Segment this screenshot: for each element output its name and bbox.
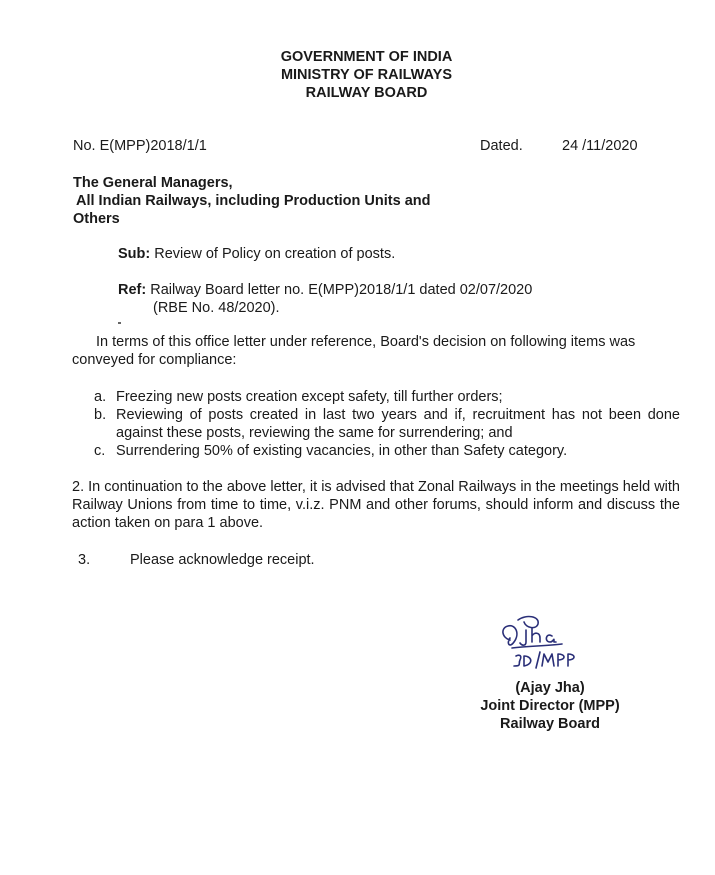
list-item-marker: a. bbox=[94, 389, 107, 405]
addressee-line-3: Others bbox=[73, 211, 120, 227]
list-item bbox=[94, 406, 680, 442]
subject-line bbox=[118, 245, 395, 263]
addressee-line-1: The General Managers, bbox=[73, 175, 233, 191]
scan-mark bbox=[118, 322, 121, 324]
dated-label: Dated. bbox=[480, 138, 523, 154]
paragraph-3-number: 3. bbox=[78, 552, 91, 568]
list-item-text: Reviewing of posts created in last two years and if, recruitment has not been done against these posts, reviewing the same for surrendering; and bbox=[116, 407, 680, 441]
letterhead bbox=[0, 48, 715, 102]
signature-stroke-j2 bbox=[514, 655, 521, 666]
signature-stroke-p2 bbox=[568, 654, 574, 666]
list-item-text: Surrendering 50% of existing vacancies, in other than Safety category. bbox=[116, 443, 568, 459]
reference-label: Ref: bbox=[118, 282, 147, 298]
list-item-marker: c. bbox=[94, 443, 106, 459]
intro-line-1: In terms of this office letter under reference, Board's decision on following items was bbox=[96, 334, 636, 350]
reference-text: Railway Board letter no. E(MPP)2018/1/1 dated 02/07/2020 bbox=[150, 282, 533, 298]
list-item bbox=[94, 388, 680, 406]
reference-rbe: (RBE No. 48/2020). bbox=[153, 300, 280, 316]
signature-stroke-loop bbox=[503, 626, 517, 645]
dated-value: 24 /11/2020 bbox=[562, 138, 638, 154]
paragraph-3-text: Please acknowledge receipt. bbox=[130, 552, 315, 568]
letterhead-line-board: RAILWAY BOARD bbox=[305, 85, 428, 101]
intro-line-2: conveyed for compliance: bbox=[72, 352, 237, 368]
addressee-block bbox=[73, 174, 430, 228]
reference-number: No. E(MPP)2018/1/1 bbox=[73, 138, 207, 154]
subject-label: Sub: bbox=[118, 246, 151, 262]
signature-stroke-m bbox=[542, 654, 554, 666]
letterhead-line-ministry: MINISTRY OF RAILWAYS bbox=[280, 67, 453, 83]
signature-stroke-j bbox=[520, 630, 526, 645]
subject-text: Review of Policy on creation of posts. bbox=[154, 246, 396, 262]
signatory-designation: Joint Director (MPP) bbox=[480, 698, 620, 714]
signature-underline bbox=[512, 644, 562, 648]
signature-stroke-d bbox=[524, 656, 531, 666]
handwritten-signature bbox=[496, 610, 586, 680]
signature-stroke-p1 bbox=[558, 654, 564, 666]
list-item-text: Freezing new posts creation except safety, till further orders; bbox=[116, 389, 503, 405]
paragraph-2: 2. In continuation to the above letter, it is advised that Zonal Railways in the meetings held with Railway Unions from time to time, v.i.z. PNM and other forums, should inform and discuss the action taken on para 1 above. bbox=[72, 479, 680, 531]
addressee-line-2: All Indian Railways, including Production Units and bbox=[76, 193, 431, 209]
reference-line bbox=[118, 281, 532, 317]
list-item bbox=[94, 442, 680, 460]
signatory-block bbox=[455, 679, 645, 733]
signature-stroke-a bbox=[546, 635, 556, 642]
intro-paragraph bbox=[72, 333, 680, 369]
signatory-office: Railway Board bbox=[500, 716, 600, 732]
list-item-marker: b. bbox=[94, 407, 107, 423]
signature-stroke-slash bbox=[536, 652, 540, 668]
signature-stroke-h bbox=[532, 628, 540, 642]
decision-list bbox=[94, 388, 680, 460]
signature-stroke-top bbox=[518, 617, 538, 628]
letterhead-line-government: GOVERNMENT OF INDIA bbox=[280, 49, 453, 65]
signatory-name: (Ajay Jha) bbox=[515, 680, 585, 696]
